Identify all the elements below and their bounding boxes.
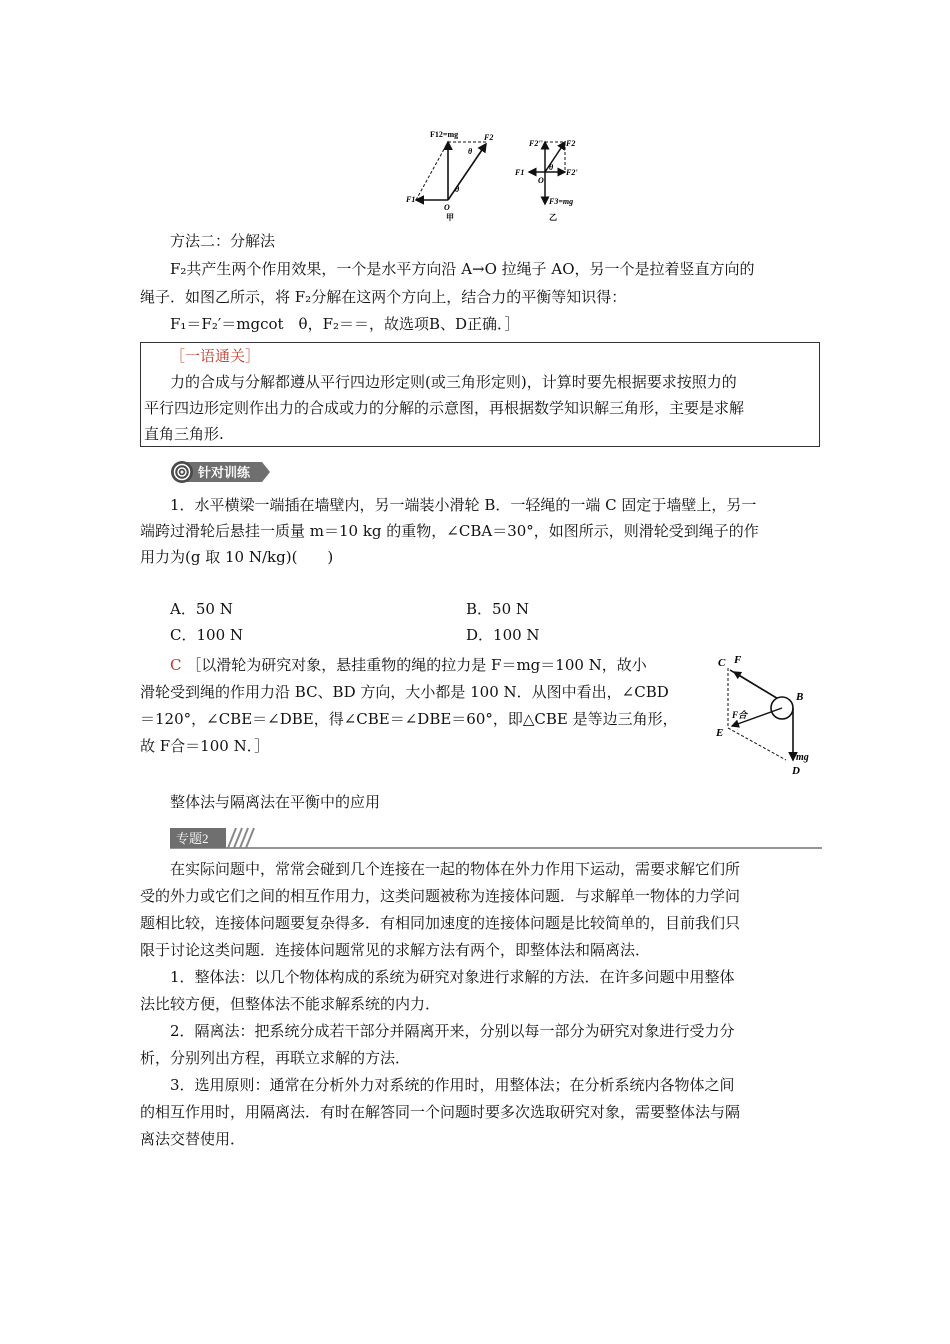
fig-jia-label-theta-top: θ bbox=[468, 147, 473, 156]
answer-line3: ＝120°，∠CBE＝∠DBE，得∠CBE＝∠DBE＝60°，即△CBE 是等边三角形， bbox=[140, 710, 678, 728]
figure-jia bbox=[400, 126, 510, 222]
answer-letter: C bbox=[170, 656, 182, 674]
answer-line4: 故 F合＝100 N．］ bbox=[140, 737, 270, 755]
body-p4-l1: 3．选用原则：通常在分析外力对系统的作用时，用整体法；在分析系统内各物体之间 bbox=[170, 1076, 735, 1094]
fig-yi-label-f1: F1 bbox=[515, 168, 525, 177]
pulley-label-mg: mg bbox=[796, 752, 809, 763]
fig-yi-label-theta: θ bbox=[549, 163, 554, 172]
pulley-label-e: E bbox=[716, 727, 724, 739]
method2-heading: 方法二：分解法 bbox=[170, 232, 276, 250]
fig-jia-label-o: O bbox=[444, 203, 450, 212]
body-p1-l3: 题相比较，连接体问题要复杂得多．有相同加速度的连接体问题是比较简单的，目前我们只 bbox=[140, 914, 741, 932]
training-badge-label: 针对训练 bbox=[198, 465, 251, 480]
q1-line3: 用力为(g 取 10 N/kg)( ) bbox=[140, 548, 334, 566]
fig-yi-label-f2pp: F2'' bbox=[529, 139, 543, 148]
pulley-label-f: F bbox=[734, 654, 742, 666]
body-p4-l3: 离法交替使用． bbox=[140, 1130, 246, 1148]
training-badge bbox=[170, 460, 270, 484]
body-p2-l2: 法比较方便，但整体法不能求解系统的内力． bbox=[140, 995, 441, 1013]
answer-line1-text: ［以滑轮为研究对象，悬挂重物的绳的拉力是 F＝mg＝100 N，故小 bbox=[186, 656, 647, 674]
topic-bar bbox=[170, 826, 822, 850]
pulley-label-d: D bbox=[792, 765, 800, 776]
tip-box-line1: 力的合成与分解都遵从平行四边形定则(或三角形定则)，计算时要先根据要求按照力的 bbox=[170, 373, 737, 391]
figure-pulley bbox=[712, 650, 822, 776]
fig-jia-label-theta-bottom: θ bbox=[455, 185, 460, 194]
answer-line2: 滑轮受到绳的作用力沿 BC、BD 方向，大小都是 100 N．从图中看出，∠CBD bbox=[140, 683, 669, 701]
body-p1-l4: 限于讨论这类问题．连接体问题常见的求解方法有两个，即整体法和隔离法． bbox=[140, 941, 651, 959]
option-a[interactable]: A．50 N bbox=[170, 600, 233, 618]
fig-jia-label-f12: F12=mg bbox=[430, 130, 459, 139]
method2-line3: F₁＝F₂′＝mgcot θ，F₂＝＝，故选项B、D正确．］ bbox=[170, 315, 520, 333]
method2-line1: F₂共产生两个作用效果，一个是水平方向沿 A→O 拉绳子 AO，另一个是拉着竖直方向的 bbox=[170, 260, 755, 278]
body-p1-l1: 在实际问题中，常常会碰到几个连接在一起的物体在外力作用下运动，需要求解它们所 bbox=[170, 860, 741, 878]
fig-jia-label-f1: F1 bbox=[406, 195, 416, 204]
pulley-label-b: B bbox=[796, 691, 804, 703]
body-p4-l2: 的相互作用时，用隔离法．有时在解答同一个问题时要多次选取研究对象，需要整体法与隔 bbox=[140, 1103, 741, 1121]
body-p2-l1: 1．整体法：以几个物体构成的系统为研究对象进行求解的方法．在许多问题中用整体 bbox=[170, 968, 735, 986]
option-c[interactable]: C．100 N bbox=[170, 626, 244, 644]
topic-label: 专题2 bbox=[176, 831, 209, 846]
option-d[interactable]: D．100 N bbox=[466, 626, 540, 644]
fig-jia-caption: 甲 bbox=[446, 213, 454, 222]
q1-line2: 端跨过滑轮后悬挂一质量 m＝10 kg 的重物，∠CBA＝30°，如图所示，则滑轮受到绳子的作 bbox=[140, 522, 759, 540]
tip-box-line3: 直角三角形. bbox=[144, 425, 224, 443]
fig-yi-label-f2p: F2' bbox=[566, 168, 578, 177]
fig-yi-label-o: O bbox=[538, 176, 544, 185]
body-p3-l2: 析，分别列出方程，再联立求解的方法． bbox=[140, 1049, 411, 1067]
tip-box-tag: ［一语通关］ bbox=[170, 347, 261, 365]
fig-jia-label-f2: F2 bbox=[484, 133, 494, 142]
pulley-label-fhe: F合 bbox=[732, 710, 748, 720]
answer-line1 bbox=[170, 652, 647, 678]
option-b[interactable]: B．50 N bbox=[466, 600, 530, 618]
fig-yi-label-f2: F2 bbox=[566, 139, 576, 148]
body-p3-l1: 2．隔离法：把系统分成若干部分并隔离开来，分别以每一部分为研究对象进行受力分 bbox=[170, 1022, 735, 1040]
pulley-label-c: C bbox=[718, 657, 726, 669]
method2-line2: 绳子．如图乙所示，将 F₂分解在这两个方向上，结合力的平衡等知识得： bbox=[140, 288, 627, 306]
q1-line1: 1．水平横梁一端插在墙壁内，另一端装小滑轮 B．一轻绳的一端 C 固定于墙壁上，另一 bbox=[170, 496, 757, 514]
figure-yi bbox=[513, 126, 593, 222]
body-p1-l2: 受的外力或它们之间的相互作用力，这类问题被称为连接体问题．与求解单一物体的力学问 bbox=[140, 887, 741, 905]
section-title: 整体法与隔离法在平衡中的应用 bbox=[170, 793, 381, 811]
fig-yi-caption: 乙 bbox=[549, 213, 557, 222]
tip-box-line2: 平行四边形定则作出力的合成或力的分解的示意图，再根据数学知识解三角形，主要是求解 bbox=[144, 399, 745, 417]
fig-yi-label-f3: F3=mg bbox=[549, 197, 574, 206]
